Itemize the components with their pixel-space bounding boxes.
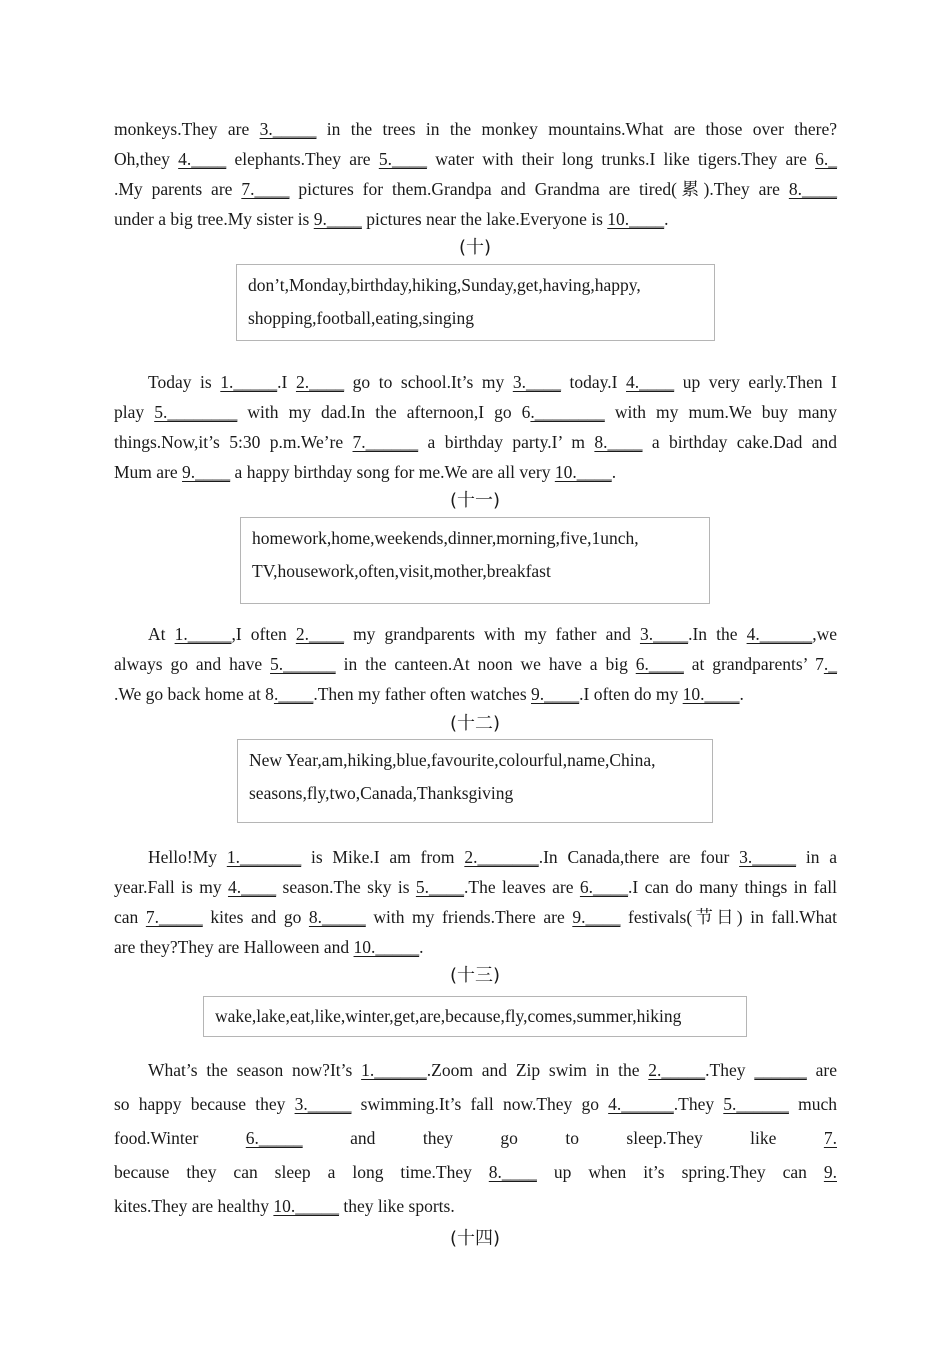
text-line [114,932,837,962]
word-bank-line: wake,lake,eat,like,winter,get,are,because,fly,comes,summer,hiking [215,1006,682,1026]
passage-text: .I can do many things in fall [628,877,837,897]
answer-blank[interactable]: 10._____ [353,937,420,957]
answer-blank[interactable]: 10.____ [682,684,740,704]
text-line [114,174,837,204]
text-line [114,1189,837,1223]
text-line [114,902,837,932]
answer-blank[interactable]: 3._____ [739,847,797,867]
answer-blank[interactable]: 3._____ [259,119,317,139]
answer-blank[interactable]: 1._____ [174,624,232,644]
text-line [114,1087,837,1121]
text-line [114,619,837,649]
answer-blank[interactable]: 8._____ [308,907,366,927]
passage-text: .I often do my [579,684,683,704]
answer-blank[interactable]: ._ [823,654,837,674]
passage-text: .We go back home at 8 [114,684,274,704]
heading-11: (十一) [449,490,501,511]
answer-blank[interactable]: 8.____ [788,179,837,199]
passage-text: in the canteen.At noon we have a big [335,654,636,674]
text-line [114,679,837,709]
passage-text: in the trees in the monkey mountains.What are those over there? [316,119,837,139]
word-bank-line: TV,housework,often,visit,mother,breakfast [252,561,551,581]
answer-blank[interactable]: 4.____ [227,877,277,897]
passage-text: year.Fall is my [114,877,228,897]
passage-text: swimming.It’s fall now.They go [351,1094,609,1114]
passage-text: under a big tree.My sister is [114,209,314,229]
heading-12: (十二) [449,713,501,734]
answer-blank[interactable]: 1.______ [361,1060,427,1080]
answer-blank[interactable]: 2._______ [464,847,539,867]
passage-text: .I [277,372,296,392]
answer-blank[interactable]: 9.____ [572,907,621,927]
passage-text: things.Now,it’s 5:30 p.m.We’re [114,432,353,452]
passage-text: a birthday cake.Dad and [642,432,837,452]
answer-blank[interactable]: 2._____ [648,1060,706,1080]
answer-blank[interactable]: 3.____ [639,624,689,644]
answer-blank[interactable]: .________ [530,402,605,422]
passage-text: a birthday party.I’ m [418,432,595,452]
answer-blank[interactable]: 5.____ [378,149,427,169]
passage-text: is Mike.I am from [301,847,465,867]
passage-text: At [148,624,175,644]
passage-text: Mum are [114,462,183,482]
passage-text: can [114,907,146,927]
passage-text: up when it’s spring.They can [536,1162,824,1182]
passage-text: so happy because they [114,1094,295,1114]
passage-text: with my mum.We buy many [604,402,837,422]
passage-text: go to school.It’s my [344,372,513,392]
word-bank-line: New Year,am,hiking,blue,favourite,colourful,name,China, [249,750,656,770]
passage-text: because they can sleep a long time.They [114,1162,489,1182]
passage-12 [114,842,837,962]
answer-blank[interactable]: 9.____ [313,209,362,229]
answer-blank[interactable]: 4.____ [178,149,227,169]
passage-text: with my dad.In the afternoon,I go 6 [237,402,531,422]
passage-10 [114,367,837,487]
passage-text: in a [796,847,837,867]
answer-blank[interactable]: ______ [754,1060,807,1080]
passage-text: monkeys.They are [114,119,260,139]
word-box-11 [240,517,710,604]
answer-blank[interactable]: 2.____ [295,624,344,644]
answer-blank[interactable]: 8.____ [594,432,643,452]
answer-blank[interactable]: 9.____ [182,462,231,482]
answer-blank[interactable]: 4.____ [626,372,675,392]
answer-blank[interactable]: 9. [823,1162,837,1182]
passage-text: kites and go [202,907,309,927]
passage-text: .Then my father often watches [313,684,532,704]
word-bank-line: don’t,Monday,birthday,hiking,Sunday,get,having,happy, [248,275,641,295]
passage-text: . [664,209,669,229]
text-line [114,204,837,234]
passage-text: play [114,402,155,422]
answer-blank[interactable]: 9.____ [531,684,580,704]
text-line [114,1155,837,1189]
passage-text: food.Winter [114,1128,246,1148]
passage-text: a happy birthday song for me.We are all very [230,462,555,482]
passage-text: .In the [688,624,747,644]
heading-14: (十四) [449,1228,501,1249]
passage-text: they like sports. [339,1196,455,1216]
passage-text: pictures near the lake.Everyone is [361,209,608,229]
passage-9 [114,114,837,234]
passage-text: .They [705,1060,755,1080]
passage-text: at grandparents’ 7 [683,654,824,674]
passage-text: much [788,1094,837,1114]
text-line [114,1121,837,1155]
passage-text: are they?They are Halloween and [114,937,354,957]
answer-blank[interactable]: 1._______ [226,847,302,867]
answer-blank[interactable]: 10._____ [273,1196,340,1216]
passage-text: season.The sky is [276,877,416,897]
word-box-12 [237,739,713,823]
passage-text: elephants.They are [226,149,379,169]
answer-blank[interactable]: 6.____ [635,654,684,674]
passage-text: Oh,they [114,149,179,169]
passage-text: .They [673,1094,724,1114]
answer-blank[interactable]: 1._____ [220,372,278,392]
answer-blank[interactable]: 4.______ [608,1094,674,1114]
passage-text: ,I often [231,624,296,644]
passage-text: .The leaves are [464,877,580,897]
answer-blank[interactable]: 5.____ [415,877,465,897]
answer-blank[interactable]: 3.____ [512,372,561,392]
word-box-10 [236,264,715,341]
text-line [114,427,837,457]
passage-text: . [419,937,424,957]
text-line [114,1053,837,1087]
passage-text: What’s the season now?It’s [148,1060,362,1080]
text-line [114,144,837,174]
passage-text: with my friends.There are [365,907,573,927]
answer-blank[interactable]: 6.____ [579,877,629,897]
answer-blank[interactable]: 8.____ [488,1162,537,1182]
text-line [114,842,837,872]
word-bank-line: seasons,fly,two,Canada,Thanksgiving [249,783,514,803]
answer-blank[interactable]: 5.______ [723,1094,789,1114]
word-bank-line: homework,home,weekends,dinner,morning,five,1unch, [252,528,639,548]
text-line [114,457,837,487]
text-line [114,649,837,679]
answer-blank[interactable]: 6._____ [245,1128,303,1148]
passage-text: .In Canada,there are four [538,847,740,867]
answer-blank[interactable]: 7.______ [352,432,419,452]
passage-text: my grandparents with my father and [343,624,640,644]
text-line [114,367,837,397]
passage-text: .Zoom and Zip swim in the [426,1060,649,1080]
passage-13 [114,1053,837,1223]
passage-text: ,we [812,624,837,644]
answer-blank[interactable]: 3._____ [294,1094,352,1114]
passage-11 [114,619,837,709]
word-box-13 [203,996,747,1037]
passage-text: kites.They are healthy [114,1196,274,1216]
passage-text: today.I [560,372,627,392]
heading-10: (十) [458,237,492,258]
answer-blank[interactable]: 7.____ [241,179,290,199]
answer-blank[interactable]: 6._ [815,149,837,169]
passage-text: festivals(节日) in fall.What [620,907,837,927]
passage-text: up very early.Then I [674,372,837,392]
text-line [114,114,837,144]
text-line [114,872,837,902]
answer-blank[interactable]: 7._____ [145,907,203,927]
passage-text: . [739,684,744,704]
passage-text: are [806,1060,837,1080]
answer-blank[interactable]: 10.____ [554,462,612,482]
text-line [114,397,837,427]
word-bank-line: shopping,football,eating,singing [248,308,475,328]
passage-text: .My parents are [114,179,242,199]
answer-blank[interactable]: 2.____ [295,372,345,392]
passage-text: always go and have [114,654,271,674]
passage-text: Today is [148,372,221,392]
passage-text: and they go to sleep.They like [302,1128,824,1148]
answer-blank[interactable]: .____ [273,684,314,704]
answer-blank[interactable]: 7. [823,1128,837,1148]
passage-text: . [611,462,617,482]
answer-blank[interactable]: 10.____ [607,209,665,229]
passage-text: pictures for them.Grandpa and Grandma are tired(累).They are [289,179,789,199]
heading-13: (十三) [449,965,501,986]
passage-text: Hello!My [148,847,227,867]
passage-text: water with their long trunks.I like tigers.They are [426,149,816,169]
answer-blank[interactable]: 4.______ [746,624,813,644]
answer-blank[interactable]: 5.______ [270,654,336,674]
answer-blank[interactable]: 5.________ [154,402,238,422]
